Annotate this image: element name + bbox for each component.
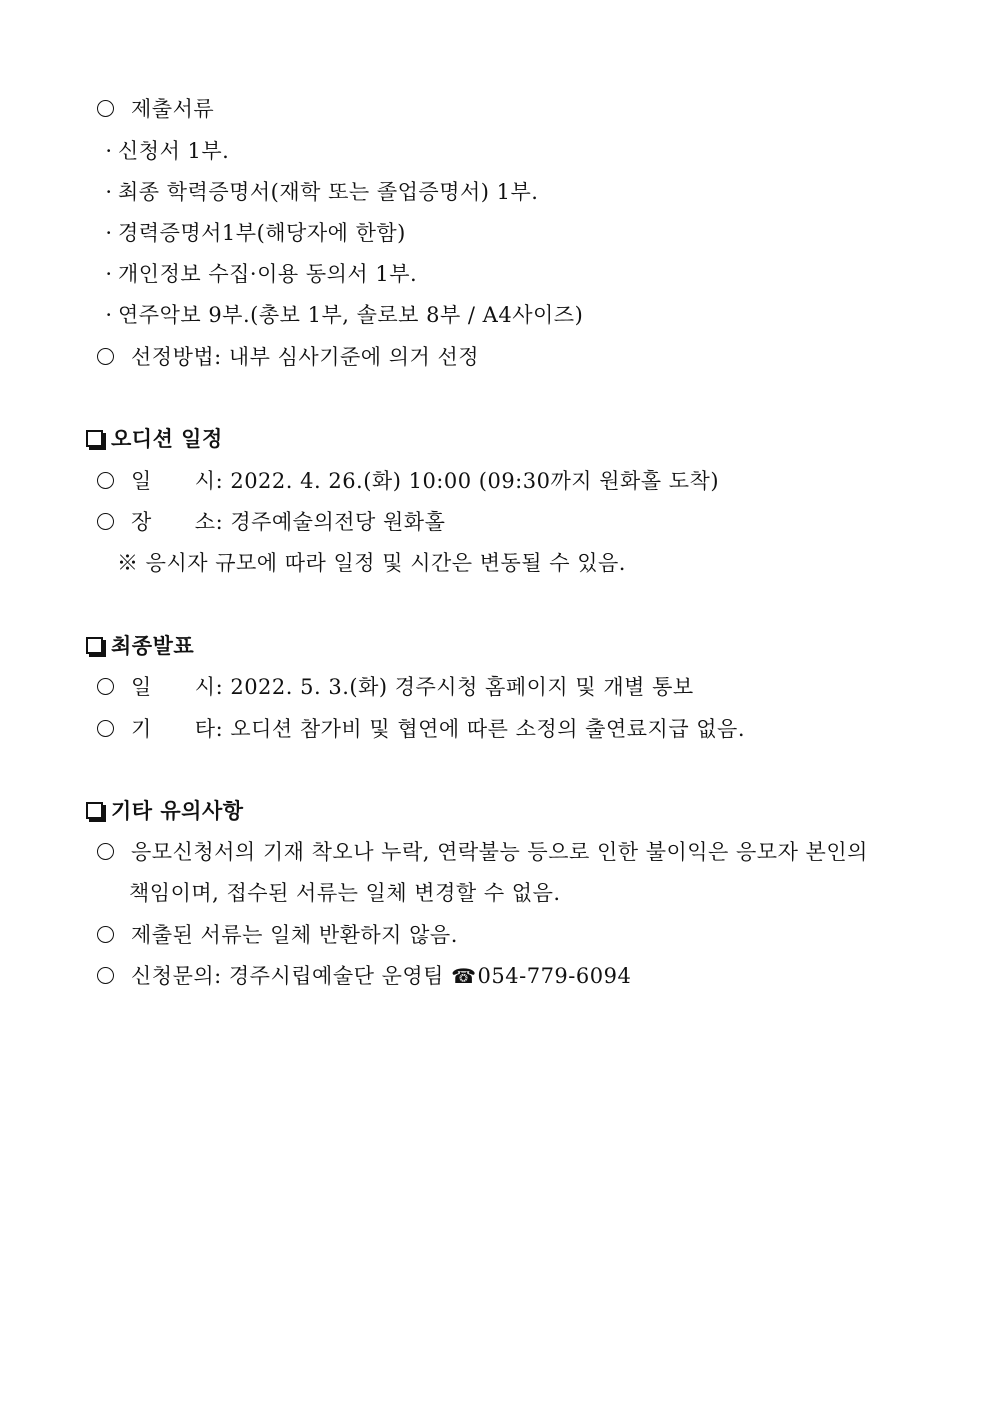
docs-item-text: 개인정보 수집·이용 동의서 1부. [118,262,418,286]
circle-icon [97,843,114,860]
notes-heading: 기타 유의사항 [111,799,244,823]
bullet-dot-icon: · [105,262,113,286]
bullet-dot-icon: · [105,303,113,327]
bullet-dot-icon: · [105,139,113,163]
audition-note: ※ 응시자 규모에 따라 일정 및 시간은 변동될 수 있음. [117,551,626,575]
audition-place-line [97,507,445,537]
final-date-value: : 2022. 5. 3.(화) 경주시청 홈페이지 및 개별 통보 [215,675,694,699]
final-heading-line [86,631,194,661]
circle-icon [97,513,114,530]
audition-place-value: : 경주예술의전당 원화홀 [215,510,446,534]
circle-icon [97,678,114,695]
docs-item-text: 경력증명서1부(해당자에 한함) [118,221,406,245]
docs-item [102,300,583,330]
selection-text: 선정방법: 내부 심사기준에 의거 선정 [131,345,480,369]
checkbox-square-icon [86,802,103,819]
final-etc-line [97,714,745,744]
bullet-dot-icon: · [105,180,113,204]
circle-icon [97,100,114,117]
notes-item-1-cont: 책임이며, 접수된 서류는 일체 변경할 수 없음. [129,881,561,905]
circle-icon [97,720,114,737]
checkbox-square-icon [86,430,103,447]
docs-item-text: 연주악보 9부.(총보 1부, 솔로보 8부 / A4사이즈) [118,303,584,327]
audition-heading-line [86,424,223,454]
audition-date-label: 일 시 [131,469,216,493]
docs-item [102,218,406,248]
docs-title: 제출서류 [131,97,215,121]
docs-item [102,136,229,166]
phone-number: 054-779-6094 [477,964,632,988]
selection-line [97,342,479,372]
bullet-dot-icon: · [105,221,113,245]
final-date-line [97,672,694,702]
final-heading: 최종발표 [111,634,195,658]
notes-item-2 [97,920,458,950]
docs-title-line [97,94,214,124]
final-etc-value: : 오디션 참가비 및 협연에 따른 소정의 출연료지급 없음. [215,717,746,741]
docs-item-text: 신청서 1부. [118,139,230,163]
final-etc-label: 기 타 [131,717,216,741]
notes-item-2-text: 제출된 서류는 일체 반환하지 않음. [131,923,458,947]
circle-icon [97,926,114,943]
circle-icon [97,472,114,489]
checkbox-square-icon [86,637,103,654]
audition-date-value: : 2022. 4. 26.(화) 10:00 (09:30까지 원화홀 도착) [215,469,720,493]
notes-item-1-text: 응모신청서의 기재 착오나 누락, 연락불능 등으로 인한 불이익은 응모자 본인의 [131,840,868,864]
telephone-icon: ☎ [451,964,477,988]
docs-item [102,259,417,289]
docs-item [102,177,538,207]
circle-icon [97,967,114,984]
audition-place-label: 장 소 [131,510,216,534]
audition-date-line [97,466,719,496]
docs-item-text: 최종 학력증명서(재학 또는 졸업증명서) 1부. [118,180,539,204]
notes-item-1 [97,837,868,867]
notes-item-3 [97,961,631,991]
final-date-label: 일 시 [131,675,216,699]
notes-item-3-label: 신청문의: 경주시립예술단 운영팀 [131,964,452,988]
audition-heading: 오디션 일정 [111,427,223,451]
circle-icon [97,348,114,365]
notes-heading-line [86,796,244,826]
